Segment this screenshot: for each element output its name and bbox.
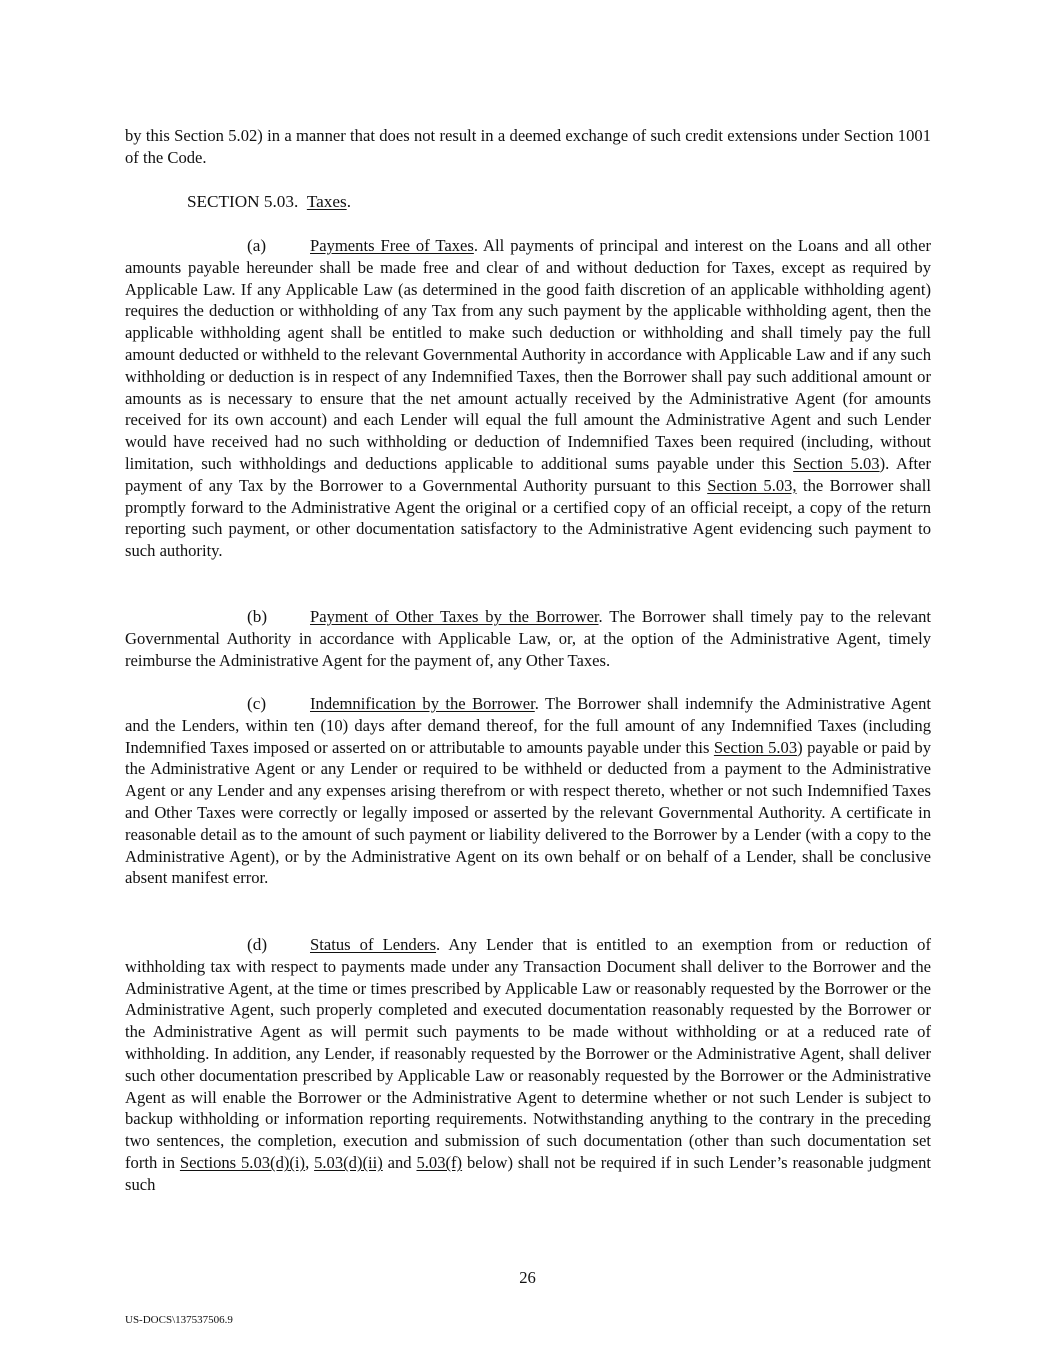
- paragraph-d-section-ref-2: 5.03(d)(ii): [314, 1152, 383, 1172]
- paragraph-d-section-ref-3: 5.03(f): [416, 1152, 463, 1172]
- page-number: 26: [519, 1268, 536, 1287]
- paragraph-a-label: (a): [247, 236, 267, 255]
- paragraph-d-section-ref-1: Sections 5.03(d)(i): [179, 1152, 306, 1172]
- paragraph-a-section-ref-2: Section 5.03,: [707, 475, 797, 495]
- intro-paragraph: [125, 125, 931, 169]
- paragraph-a-text-3: the Borrower shall promptly forward to the Administrative Agent the original or a certified copy of an official receipt, a copy of the return reporting such payment, or other documentation satisfactory to the Administrative Agent evidencing such payment to such authority.: [125, 475, 932, 561]
- section-number: SECTION 5.03.: [187, 192, 299, 211]
- paragraph-c: [125, 693, 931, 889]
- paragraph-a: [125, 235, 931, 562]
- paragraph-b-text-1: . The Borrower shall timely pay to the relevant Governmental Authority in accordance with Applicable Law, or, at the option of the Administrative Agent, timely reimburse the Administrative Agent for the payment of, any Other Taxes.: [125, 607, 931, 670]
- paragraph-d-label: (d): [247, 935, 268, 954]
- paragraph-a-heading: Payments Free of Taxes: [310, 236, 474, 255]
- paragraph-d-text-3: and: [382, 1152, 417, 1172]
- intro-text: by this Section 5.02) in a manner that does not result in a deemed exchange of such credit extensions under Section 1001 of the Code.: [125, 126, 931, 167]
- paragraph-d: [125, 934, 931, 1196]
- paragraph-b: [125, 606, 931, 671]
- paragraph-b-label: (b): [247, 607, 268, 626]
- paragraph-c-text-1: . The Borrower shall indemnify the Administrative Agent and the Lenders, within ten (10) days after demand thereof, for the full amount of any Indemnified Taxes (including Indemnified Taxes imposed or asserted on or attributable to amounts payable under this: [125, 694, 931, 757]
- section-title: Taxes: [306, 192, 347, 211]
- section-heading: [187, 191, 351, 213]
- paragraph-a-section-ref-1: Section 5.03: [793, 453, 880, 473]
- paragraph-d-heading: Status of Lenders: [310, 935, 437, 954]
- paragraph-c-label: (c): [247, 694, 267, 713]
- paragraph-b-heading: Payment of Other Taxes by the Borrower: [310, 607, 599, 626]
- paragraph-d-text-1: . Any Lender that is entitled to an exemption from or reduction of withholding tax with respect to payments made under any Transaction Document shall deliver to the Borrower and the Administrative Agent, at the time or times prescribed by Applicable Law or reasonably requested by the Borrower or the Administrative Agent, such properly completed and executed documentation reasonably requested by the Borrower or the Administrative Agent as will permit such payments to be made without withholding or at a reduced rate of withholding. In addition, any Lender, if reasonably requested by the Borrower or the Administrative Agent, shall deliver such other documentation prescribed by Applicable Law or reasonably requested by the Borrower or the Administrative Agent as will enable the Borrower or the Administrative Agent to determine whether or not such Lender is subject to backup withholding or information reporting requirements. Notwithstanding anything to the contrary in the preceding two sentences, the completion, execution and submission of such documentation (other than such documentation set forth in: [125, 935, 931, 1172]
- paragraph-a-text-2: ). After payment of any Tax by the Borrower to a Governmental Authority pursuant to this: [125, 453, 931, 495]
- paragraph-c-text-2: ) payable or paid by the Administrative Agent or any Lender or required to be withheld or deducted from a payment to the Administrative Agent or any Lender and any expenses arising therefrom or with respect thereto, whether or not such Indemnified Taxes and Other Taxes were correctly or legally imposed or asserted by the relevant Governmental Authority. A certificate in reasonable detail as to the amount of such payment or liability delivered to the Borrower by a Lender (with a copy to the Administrative Agent), or by the Administrative Agent on its own behalf or on behalf of a Lender, shall be conclusive absent manifest error.: [125, 737, 932, 888]
- section-title-punct: .: [346, 192, 351, 211]
- document-id: US-DOCS\137537506.9: [125, 1314, 233, 1326]
- paragraph-c-section-ref-1: Section 5.03: [713, 737, 798, 757]
- paragraph-d-text-2: ,: [305, 1152, 315, 1172]
- paragraph-a-text-1: . All payments of principal and interest on the Loans and all other amounts payable hereunder shall be made free and clear of and without deduction for Taxes, except as required by Applicable Law. If any Applicable Law (as determined in the good faith discretion of an applicable withholding agent) requires the deduction or withholding of any Tax from any such payment by the applicable withholding agent, then the applicable withholding agent shall be entitled to make such deduction or withholding and shall timely pay the full amount deducted or withheld to the relevant Governmental Authority in accordance with Applicable Law and if any such withholding or deduction is in respect of any Indemnified Taxes, then the Borrower shall pay such additional amount or amounts as is necessary to ensure that the net amount actually received by the Administrative Agent (for amounts received for its own account) and each Lender will equal the full amount the Administrative Agent and such Lender would have received had no such withholding or deduction of Indemnified Taxes been required (including, without limitation, such withholdings and deductions applicable to additional sums payable under this: [125, 236, 931, 473]
- paragraph-c-heading: Indemnification by the Borrower: [310, 694, 535, 713]
- paragraph-d-text-4: below) shall not be required if in such Lender’s reasonable judgment such: [125, 1152, 931, 1194]
